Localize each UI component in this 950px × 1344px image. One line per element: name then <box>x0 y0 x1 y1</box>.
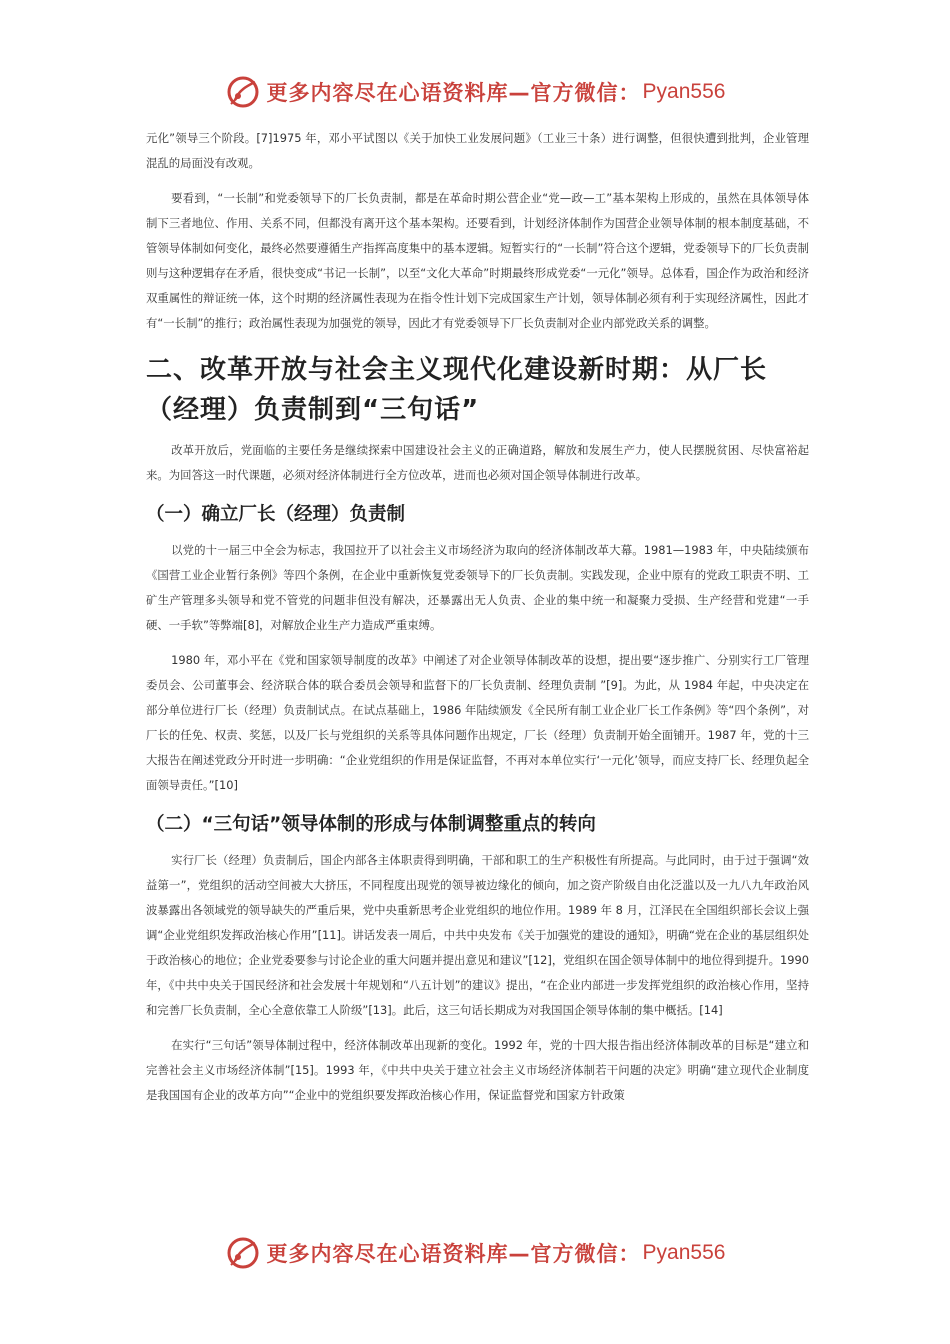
brand-logo-icon <box>225 1235 261 1271</box>
paragraph: 实行厂长（经理）负责制后，国企内部各主体职责得到明确，干部和职工的生产积极性有所提高。与此同时，由于过于强调“效益第一”，党组织的活动空间被大大挤压，不同程度出现党的领导被边缘化的倾向，加之资产阶级自由化泛滥以及一九八九年政治风波暴露出各领域党的领导缺失的严重后果，党中央重新思考企业党组织的地位作用。1989 年 8 月，江泽民在全国组织部长会议上强调“企业党组织发挥政治核心作用”[11]。讲话发表一周后，中共中央发布《关于加强党的建设的通知》，明确“党在企业的基层组织处于政治核心的地位；企业党委要参与讨论企业的重大问题并提出意见和建议”[12]，党组织在国企领导体制中的地位得到提升。1990 年，《中共中央关于国民经济和社会发展十年规划和“八五计划”的建议》提出，“在企业内部进一步发挥党组织的政治核心作用，坚持和完善厂长负责制，全心全意依靠工人阶级”[13]。此后，这三句话长期成为对我国国企领导体制的集中概括。[14] <box>146 853 809 1017</box>
banner-text: 更多内容尽在心语资料库—官方微信： <box>266 81 641 105</box>
document-body <box>146 126 809 1108</box>
paragraph: 改革开放后，党面临的主要任务是继续探索中国建设社会主义的正确道路，解放和发展生产力，使人民摆脱贫困、尽快富裕起来。为回答这一时代课题，必须对经济体制进行全方位改革，进而也必须对国企领导体制进行改革。 <box>146 443 809 482</box>
paragraph: 在实行“三句话”领导体制过程中，经济体制改革出现新的变化。1992 年，党的十四大报告指出经济体制改革的目标是“建立和完善社会主义市场经济体制”[15]。1993 年，《中共中央关于建立社会主义市场经济体制若干问题的决定》明确“建立现代企业制度是我国国有企业的改革方向”“企业中的党组织要发挥政治核心作用，保证监督党和国家方针政策 <box>146 1038 809 1102</box>
section-heading: 二、改革开放与社会主义现代化建设新时期：从厂长（经理）负责制到“三句话” <box>146 355 768 425</box>
paragraph: 要看到，“一长制”和党委领导下的厂长负责制，都是在革命时期公营企业“党—政—工”基本架构上形成的，虽然在具体领导体制下三者地位、作用、关系不同，但都没有离开这个基本架构。还要看到，计划经济体制作为国营企业领导体制的根本制度基础，不管领导体制如何变化，最终必然要遵循生产指挥高度集中的基本逻辑。短暂实行的“一长制”符合这个逻辑，党委领导下的厂长负责制则与这种逻辑存在矛盾，很快变成“书记一长制”，以至“文化大革命”时期最终形成党委“一元化”领导。总体看，国企作为政治和经济双重属性的辩证统一体，这个时期的经济属性表现为在指令性计划下完成国家生产计划，领导体制必须有利于实现经济属性，因此才有“一长制”的推行；政治属性表现为加强党的领导，因此才有党委领导下厂长负责制对企业内部党政关系的调整。 <box>146 191 809 330</box>
subsection-heading: （一）确立厂长（经理）负责制 <box>146 504 406 525</box>
brand-logo-icon <box>225 74 261 110</box>
subsection-heading: （二）“三句话”领导体制的形成与体制调整重点的转向 <box>146 814 596 835</box>
banner-wechat-id: Pyan556 <box>642 80 726 103</box>
paragraph: 1980 年，邓小平在《党和国家领导制度的改革》中阐述了对企业领导体制改革的设想，提出要“逐步推广、分别实行工厂管理委员会、公司董事会、经济联合体的联合委员会领导和监督下的厂长负责制、经理负责制 ”[9]。为此，从 1984 年起，中央决定在部分单位进行厂长（经理）负责制试点。在试点基础上，1986 年陆续颁发《全民所有制工业企业厂长工作条例》等“四个条例”，对厂长的任免、权责、奖惩，以及厂长与党组织的关系等具体问题作出规定，厂长（经理）负责制开始全面铺开。1987 年，党的十三大报告在阐述党政分开时进一步明确：“企业党组织的作用是保证监督，不再对本单位实行‘一元化’领导，而应支持厂长、经理负起全面领导责任。”[10] <box>146 653 809 792</box>
paragraph: 元化”领导三个阶段。[7]1975 年，邓小平试图以《关于加快工业发展问题》（工业三十条）进行调整，但很快遭到批判，企业管理混乱的局面没有改观。 <box>146 131 809 170</box>
footer-watermark-banner <box>0 1233 950 1273</box>
paragraph: 以党的十一届三中全会为标志，我国拉开了以社会主义市场经济为取向的经济体制改革大幕。1981—1983 年，中央陆续颁布《国营工业企业暂行条例》等四个条例，在企业中重新恢复党委领导下的厂长负责制。实践发现，企业中原有的党政工职责不明、工矿生产管理多头领导和党不管党的问题非但没有解决，还暴露出无人负责、企业的集中统一和凝聚力受损、生产经营和党建“一手硬、一手软”等弊端[8]，对解放企业生产力造成严重束缚。 <box>146 543 809 632</box>
banner-text: 更多内容尽在心语资料库—官方微信： <box>266 1242 641 1266</box>
header-watermark-banner <box>0 72 950 112</box>
banner-wechat-id: Pyan556 <box>642 1241 726 1264</box>
